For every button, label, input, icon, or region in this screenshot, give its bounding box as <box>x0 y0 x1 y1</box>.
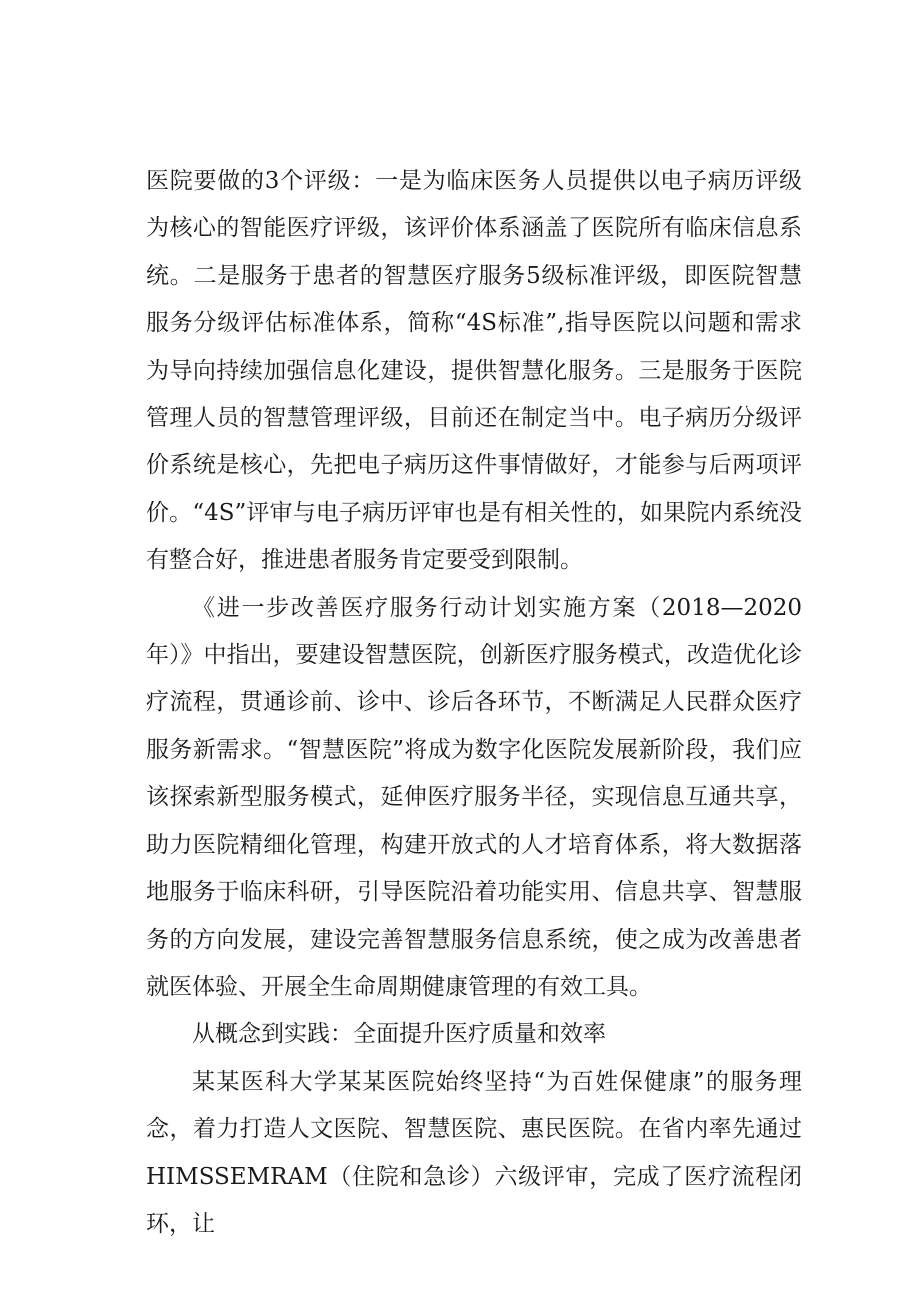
body-paragraph: 某某医科大学某某医院始终坚持“为百姓保健康”的服务理念，着力打造人文医院、智慧医院、惠民医院。在省内率先通过HIMSSEMRAM（住院和急诊）六级评审，完成了医疗流程闭环，让 <box>146 1068 802 1237</box>
section-heading: 从概念到实践：全面提升医疗质量和效率 <box>192 1021 606 1048</box>
body-paragraph: 《进一步改善医疗服务行动计划实施方案（2018—2020年）》中指出，要建设智慧医院，创新医疗服务模式，改造优化诊疗流程，贯通诊前、诊中、诊后各环节，不断满足人民群众医疗服务新需求。“智慧医院”将成为数字化医院发展新阶段，我们应该探索新型服务模式，延伸医疗服务半径，实现信息互通共享，助力医院精细化管理，构建开放式的人才培育体系，将大数据落地服务于临床科研，引导医院沿着功能实用、信息共享、智慧服务的方向发展，建设完善智慧服务信息系统，使之成为改善患者就医体验、开展全生命周期健康管理的有效工具。 <box>146 594 802 1000</box>
body-paragraph: 医院要做的3个评级：一是为临床医务人员提供以电子病历评级为核心的智能医疗评级，该评价体系涵盖了医院所有临床信息系统。二是服务于患者的智慧医疗服务5级标准评级，即医院智慧服务分级评估标准体系，简称“4S标准”,指导医院以问题和需求为导向持续加强信息化建设，提供智慧化服务。三是服务于医院管理人员的智慧管理评级，目前还在制定当中。电子病历分级评价系统是核心，先把电子病历这件事情做好，才能参与后两项评价。“4S”评审与电子病历评审也是有相关性的，如果院内系统没有整合好，推进患者服务肯定要受到限制。 <box>146 168 802 574</box>
document-page <box>146 158 802 1248</box>
